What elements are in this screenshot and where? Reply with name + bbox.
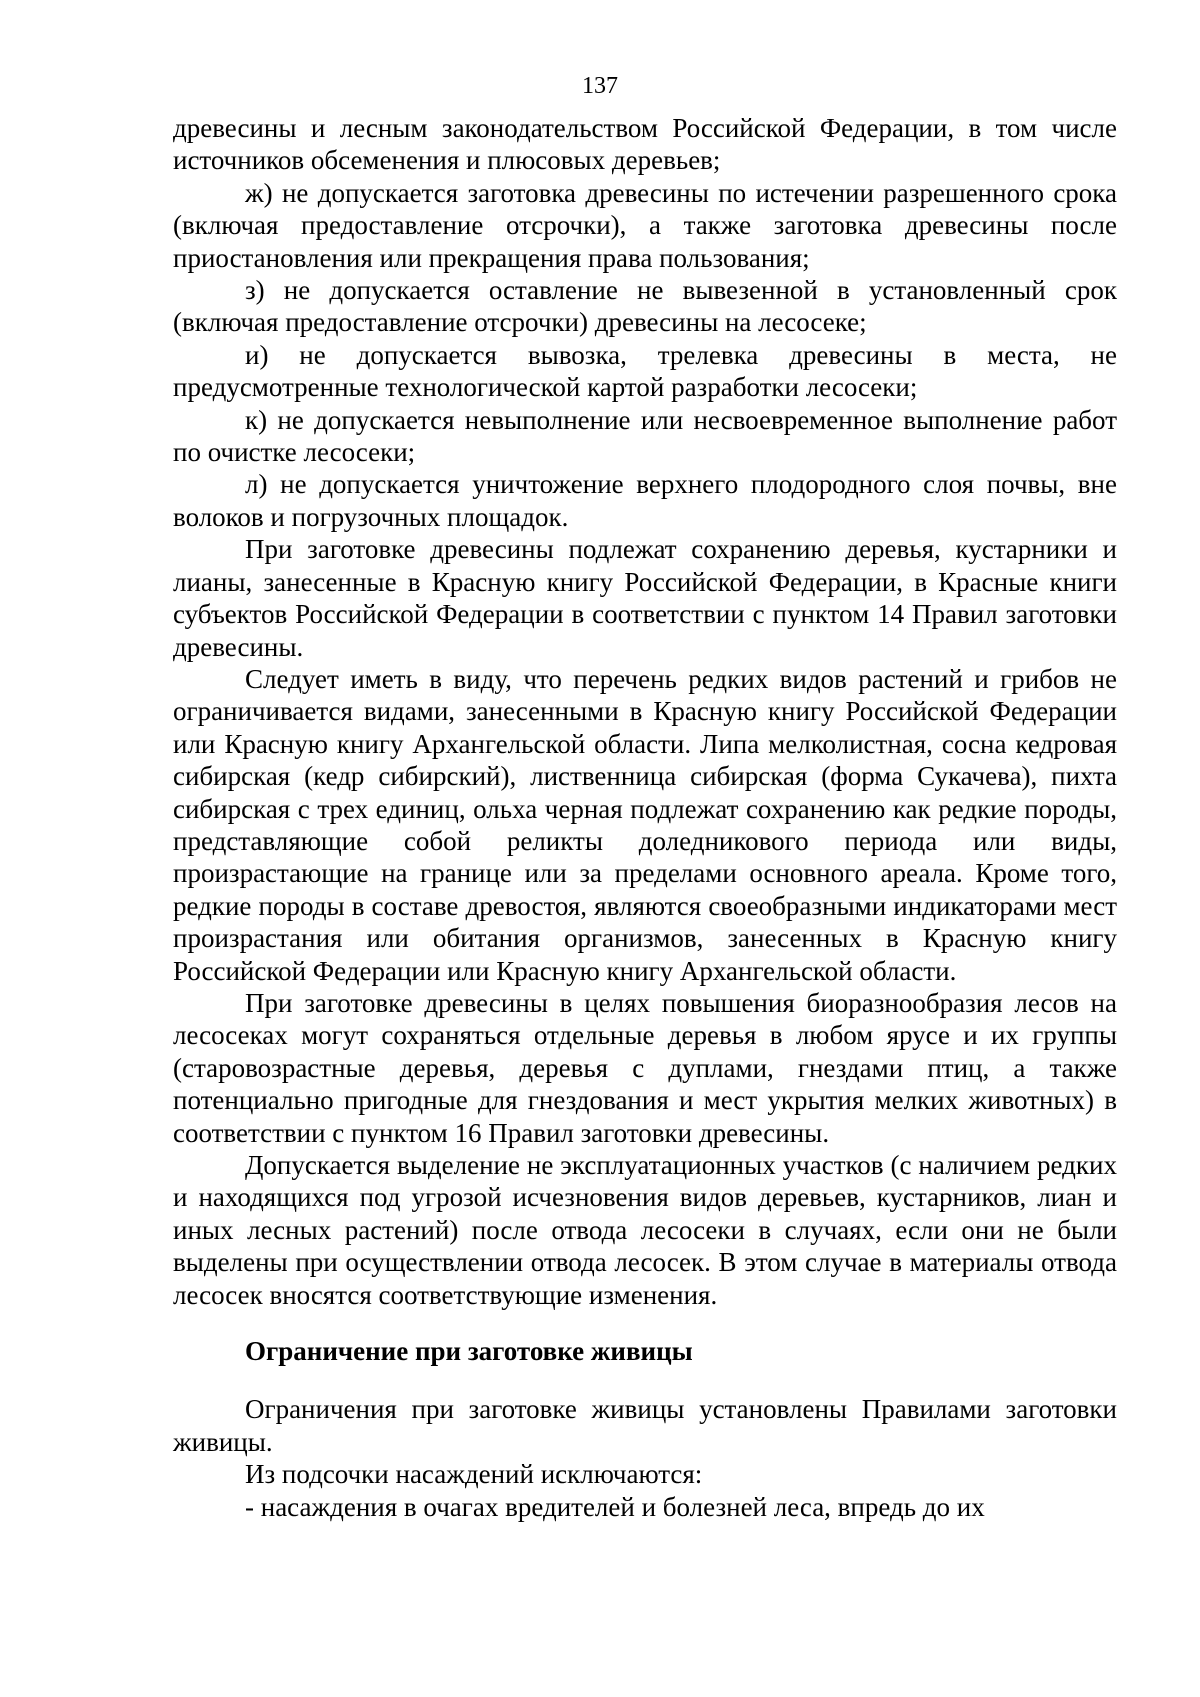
paragraph-item-k: к) не допускается невыполнение или несвоевременное выполнение работ по очистке лесосеки; [173, 404, 1117, 468]
paragraph-non-operational-areas: Допускается выделение не эксплуатационных участков (с наличием редких и находящихся под угрозой исчезновения видов деревьев, кустарников, лиан и иных лесных растений) после отвода лесосеки в случаях, если они не были выделены при осуществлении отвода лесосек. В этом случае в материалы отвода лесосек вносятся соответствующие изменения. [173, 1150, 1117, 1310]
paragraph-resin-restrictions: Ограничения при заготовке живицы установлены Правилами заготовки живицы. [173, 1394, 1117, 1457]
document-body [173, 112, 1117, 1523]
list-item-pests: - насаждения в очагах вредителей и болезней леса, впредь до их [245, 1491, 985, 1522]
paragraph-red-book: При заготовке древесины подлежат сохранению деревья, кустарники и лианы, занесенные в Красную книгу Российской Федерации, в Красные книги субъектов Российской Федерации в соответствии с пунктом 14 Правил заготовки древесины. [173, 534, 1117, 662]
paragraph-tapping-exclusions: Из подсочки насаждений исключаются: [245, 1459, 703, 1490]
paragraph-item-zh: ж) не допускается заготовка древесины по истечении разрешенного срока (включая предоставление отсрочки), а также заготовка древесины после приостановления или прекращения права пользования; [173, 177, 1117, 273]
paragraph-item-z: з) не допускается оставление не вывезенной в установленный срок (включая предоставление отсрочки) древесины на лесосеке; [173, 275, 1117, 338]
paragraph-item-i: и) не допускается вывозка, трелевка древесины в места, не предусмотренные технологической картой разработки лесосеки; [173, 339, 1117, 403]
paragraph-biodiversity: При заготовке древесины в целях повышения биоразнообразия лесов на лесосеках могут сохраняться отдельные деревья в любом ярусе и их группы (старовозрастные деревья, деревья с дуплами, гнездами птиц, а также потенциально пригодные для гнездования и мест укрытия мелких животных) в соответствии с пунктом 16 Правил заготовки древесины. [173, 987, 1117, 1148]
paragraph-continuation: древесины и лесным законодательством Российской Федерации, в том числе источников обсеменения и плюсовых деревьев; [173, 113, 1117, 176]
section-heading: Ограничение при заготовке живицы [245, 1336, 693, 1367]
paragraph-rare-species: Следует иметь в виду, что перечень редких видов растений и грибов не ограничивается видами, занесенными в Красную книгу Российской Федерации или Красную книгу Архангельской области. Липа мелколистная, сосна кедровая сибирская (кедр сибирский), лиственница сибирская (форма Сукачева), пихта сибирская с трех единиц, ольха черная подлежат сохранению как редкие породы, представляющие собой реликты доледникового периода или виды, произрастающие на границе или за пределами основного ареала. Кроме того, редкие породы в составе древостоя, являются своеобразными индикаторами мест произрастания или обитания организмов, занесенных в Красную книгу Российской Федерации или Красную книгу Архангельской области. [173, 663, 1117, 986]
page-number: 137 [582, 73, 618, 99]
paragraph-item-l: л) не допускается уничтожение верхнего плодородного слоя почвы, вне волоков и погрузочных площадок. [173, 469, 1117, 532]
